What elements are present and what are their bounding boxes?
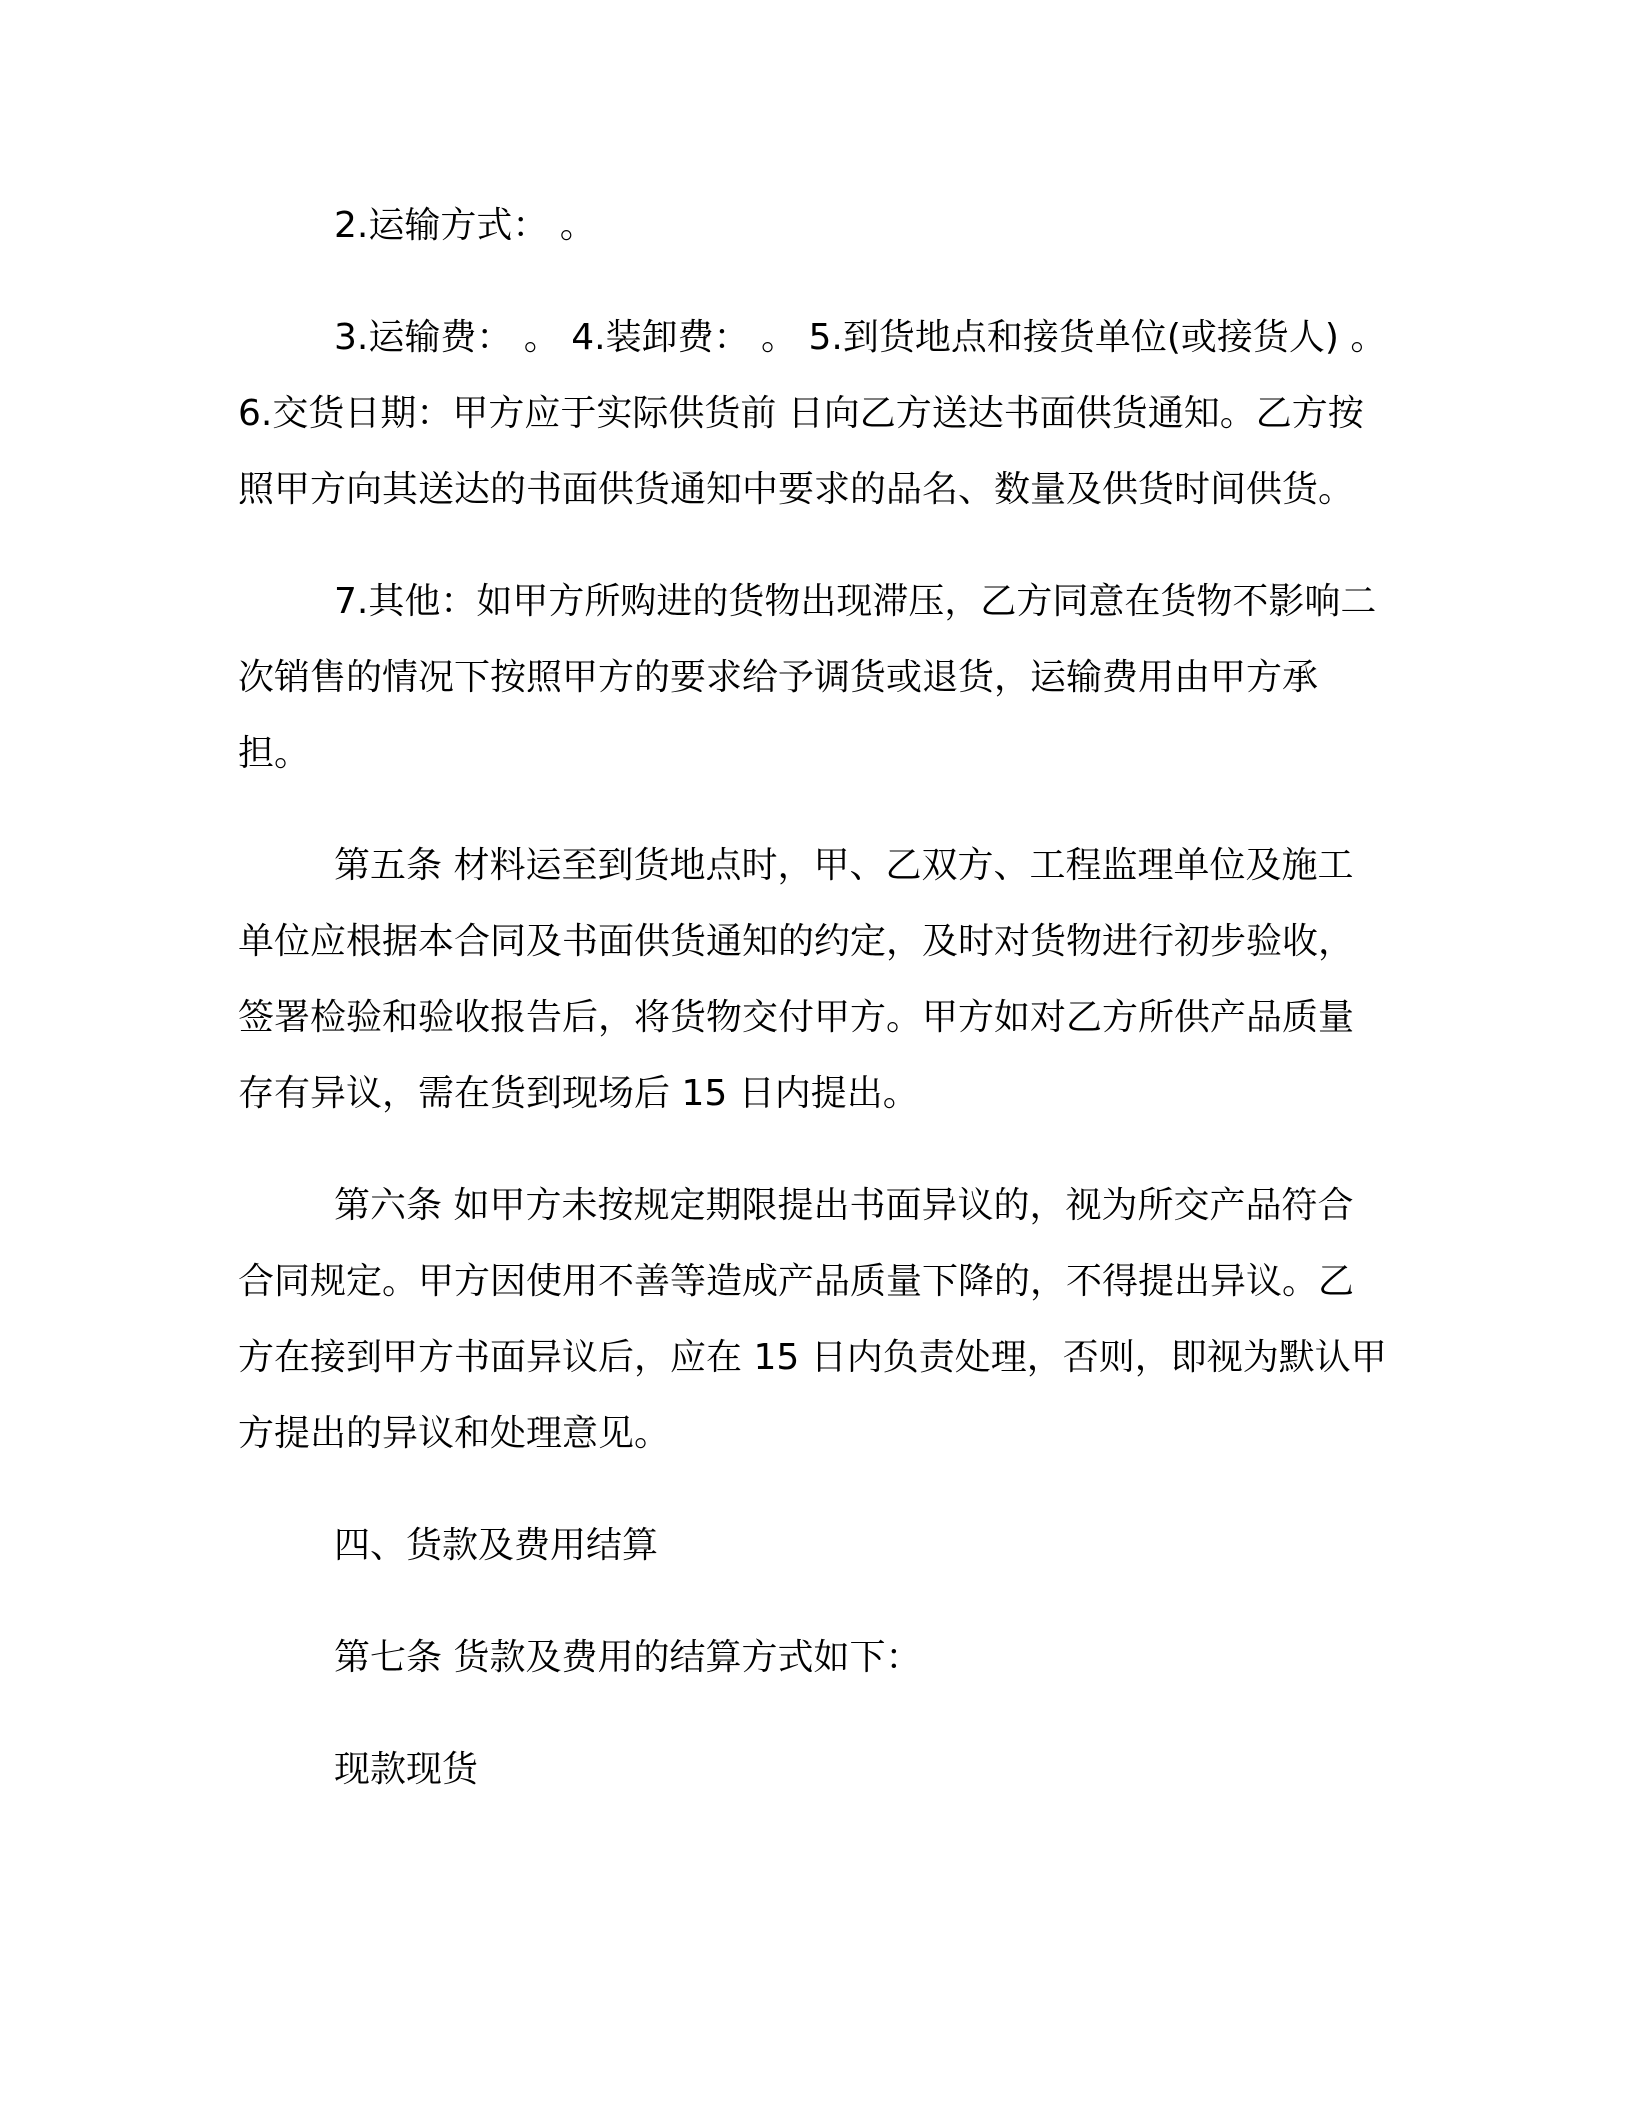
section-heading-payment: 四、货款及费用结算 bbox=[334, 1525, 659, 1566]
paragraph-gap bbox=[238, 264, 1388, 300]
document-body bbox=[238, 188, 1388, 1808]
paragraph-gap bbox=[238, 792, 1388, 828]
paragraph-gap bbox=[238, 528, 1388, 564]
paragraph-gap bbox=[238, 1132, 1388, 1168]
paragraph-gap bbox=[238, 1584, 1388, 1620]
payment-method: 现款现货 bbox=[334, 1749, 479, 1790]
paragraph-gap bbox=[238, 1472, 1388, 1508]
paragraph-other-terms: 7.其他：如甲方所购进的货物出现滞压，乙方同意在货物不影响二次销售的情况下按照甲方的要求给予调货或退货，运输费用由甲方承担。 bbox=[238, 581, 1377, 774]
paragraph-delivery-date: 6.交货日期：甲方应于实际供货前 日向乙方送达书面供货通知。乙方按照甲方向其送达的书面供货通知中要求的品名、数量及供货时间供货。 bbox=[238, 393, 1364, 510]
paragraph-fees-delivery-place: 3.运输费： 。 4.装卸费： 。 5.到货地点和接货单位(或接货人) 。 bbox=[334, 317, 1387, 358]
article-five: 第五条 材料运至到货地点时，甲、乙双方、工程监理单位及施工单位应根据本合同及书面供货通知的约定，及时对货物进行初步验收，签署检验和验收报告后，将货物交付甲方。甲方如对乙方所供产品质量存有异议，需在货到现场后 15 日内提出。 bbox=[238, 845, 1355, 1114]
article-six: 第六条 如甲方未按规定期限提出书面异议的，视为所交产品符合合同规定。甲方因使用不善等造成产品质量下降的，不得提出异议。乙方在接到甲方书面异议后，应在 15 日内负责处理，否则，即视为默认甲方提出的异议和处理意见。 bbox=[238, 1185, 1387, 1454]
paragraph-gap bbox=[238, 1696, 1388, 1732]
paragraph-transport-method: 2.运输方式： 。 bbox=[334, 205, 596, 246]
article-seven: 第七条 货款及费用的结算方式如下： bbox=[334, 1637, 922, 1678]
